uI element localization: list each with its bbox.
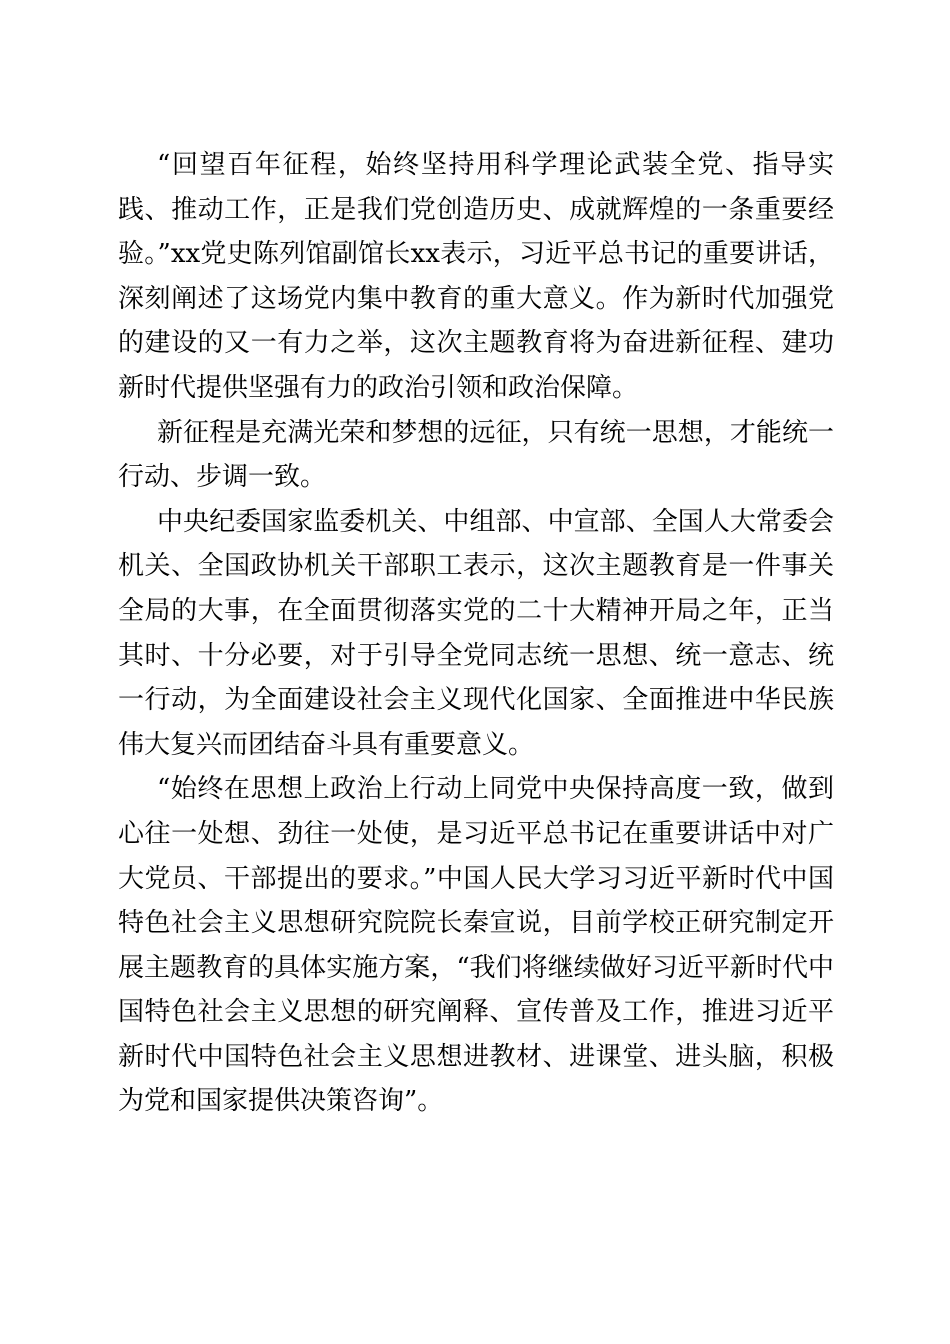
paragraph-3: 中央纪委国家监委机关、中组部、中宣部、全国人大常委会机关、全国政协机关干部职工表示，这次主题教育是一件事关全局的大事，在全面贯彻落实党的二十大精神开局之年，正当其时、十分必要，对于引导全党同志统一思想、统一意志、统一行动，为全面建设社会主义现代化国家、全面推进中华民族伟大复兴而团结奋斗具有重要意义。 — [118, 506, 834, 760]
document-page — [118, 143, 834, 1124]
paragraph-4: “始终在思想上政治上行动上同党中央保持高度一致，做到心往一处想、劲往一处使，是习近平总书记在重要讲话中对广大党员、干部提出的要求。”中国人民大学习习近平新时代中国特色社会主义思想研究院院长秦宣说，目前学校正研究制定开展主题教育的具体实施方案，“我们将继续做好习近平新时代中国特色社会主义思想的研究阐释、宣传普及工作，推进习近平新时代中国特色社会主义思想进教材、进课堂、进头脑，积极为党和国家提供决策咨询”。 — [118, 774, 834, 1117]
paragraph-1: “回望百年征程，始终坚持用科学理论武装全党、指导实践、推动工作，正是我们党创造历史、成就辉煌的一条重要经验。”xx党史陈列馆副馆长xx表示，习近平总书记的重要讲话，深刻阐述了这场党内集中教育的重大意义。作为新时代加强党的建设的又一有力之举，这次主题教育将为奋进新征程、建功新时代提供坚强有力的政治引领和政治保障。 — [118, 150, 834, 403]
paragraph-2: 新征程是充满光荣和梦想的远征，只有统一思想，才能统一行动、步调一致。 — [118, 417, 834, 493]
